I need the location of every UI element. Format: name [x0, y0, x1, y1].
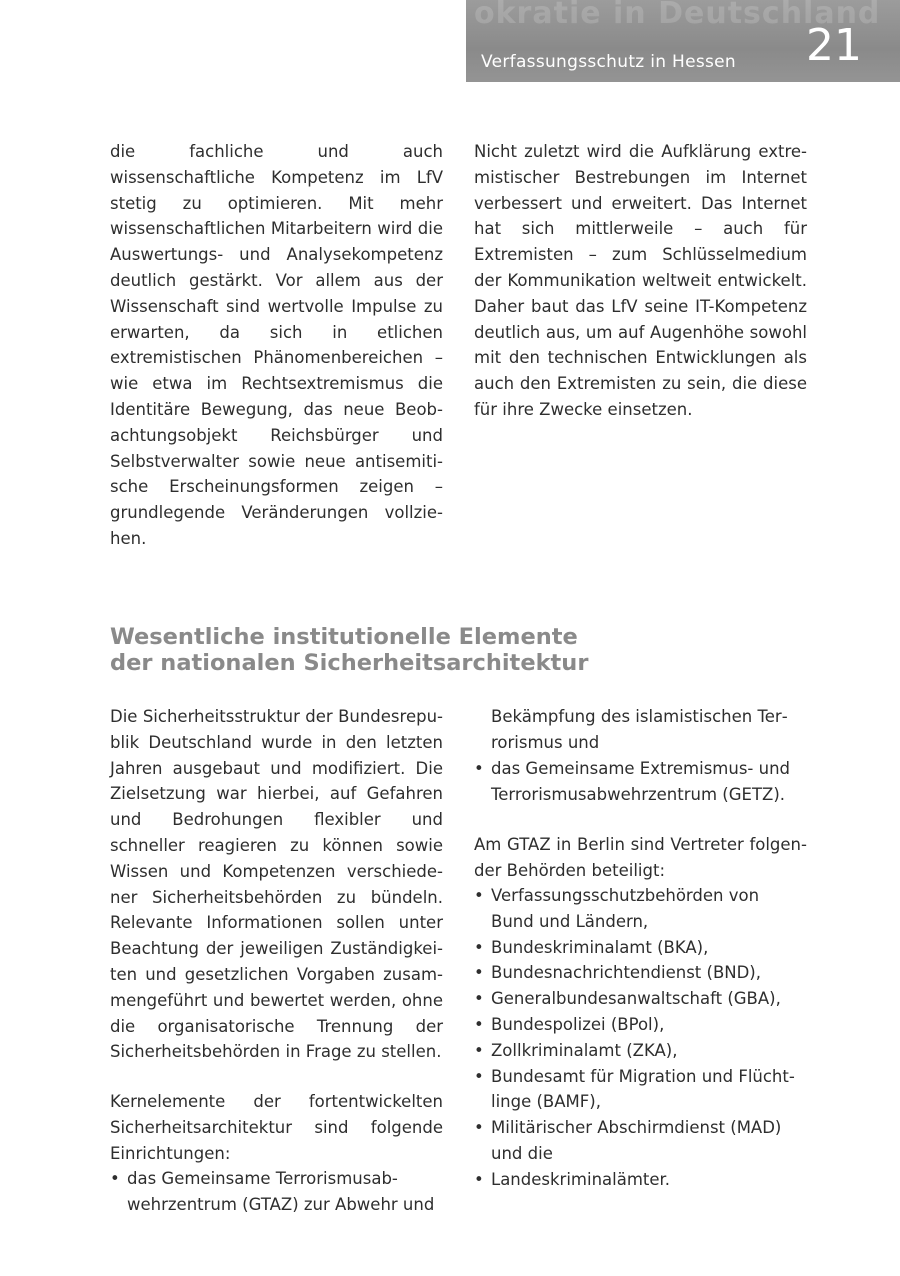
list-item: • Zollkriminalamt (ZKA), [474, 1038, 807, 1064]
institutions-list-right [474, 756, 807, 808]
list-item: • das Gemeinsame Extremismus- und Terrorismusabwehrzentrum (GETZ). [474, 756, 807, 808]
institutions-list-left [110, 1166, 443, 1218]
section-heading-line-1: Wesentliche institutionelle Elemente [110, 624, 578, 650]
list-item-continuation: Bekämpfung des islamistischen Terrorismus und [491, 707, 788, 752]
header-background-text: okratie in Deutschland [474, 0, 881, 31]
page-header [466, 0, 900, 82]
list-item: • Bundespolizei (BPol), [474, 1012, 807, 1038]
list-item: • Bundeskriminalamt (BKA), [474, 935, 807, 961]
list-item: • Bundesamt für Migration und Flüchtlinge (BAMF), [474, 1064, 807, 1116]
top-right-paragraph: Nicht zuletzt wird die Aufklärung extremistischer Bestrebungen im Internet verbessert und erweitert. Das Internet hat sich mittlerweile – auch für Extremisten – zum Schlüsselmedium der Kommunikation weltweit entwickelt. Daher baut das LfV seine IT-Kompetenz deutlich aus, um auf Augenhöhe sowohl mit den technischen Entwicklungen als auch den Extremisten zu sein, die diese für ihre Zwecke einsetzen. [474, 142, 807, 419]
header-title: Verfassungsschutz in Hessen [481, 52, 737, 72]
authorities-list [474, 883, 807, 1193]
section-right-paragraph: Am GTAZ in Berlin sind Vertreter folgender Behörden beteiligt: [474, 835, 807, 880]
top-left-paragraph: die fachliche und auch wissenschaftliche Kompetenz im LfV stetig zu optimieren. Mit mehr wissenschaftlichen Mitarbeitern wird die Auswertungs- und Analysekompetenz deutlich gestärkt. Vor allem aus der Wissenschaft sind wertvolle Impulse zu erwarten, da sich in etlichen extremistischen Phänomenbereichen – wie etwa im Rechtsextremismus die Identitäre Bewegung, das neue Beobachtungsobjekt Reichsbürger und Selbstverwalter sowie neue antisemitische Erscheinungsformen zeigen – grundlegende Veränderungen vollziehen. [110, 142, 443, 548]
section-heading [110, 624, 588, 676]
list-item: • Verfassungsschutzbehörden von Bund und Ländern, [474, 883, 807, 935]
list-item: • Landeskriminalämter. [474, 1167, 807, 1193]
list-item: • Generalbundesanwaltschaft (GBA), [474, 986, 807, 1012]
list-item: • das Gemeinsame Terrorismusabwehrzentrum (GTAZ) zur Abwehr und [110, 1166, 443, 1218]
section-left-paragraph-1: Die Sicherheitsstruktur der Bundesrepublik Deutschland wurde in den letzten Jahren ausgebaut und modifiziert. Die Zielsetzung war hierbei, auf Gefahren und Bedrohungen flexibler und schneller reagieren zu können sowie Wissen und Kompetenzen verschiedener Sicherheitsbehörden zu bündeln. Relevante Informationen sollen unter Beachtung der jeweiligen Zuständigkeiten und gesetzlichen Vorgaben zusammengeführt und bewertet werden, ohne die organisatorische Trennung der Sicherheitsbehörden in Frage zu stellen. [110, 707, 443, 1062]
section-left-paragraph-2: Kernelemente der fortentwickelten Sicherheitsarchitektur sind folgende Einrichtungen: [110, 1092, 443, 1163]
section-heading-line-2: der nationalen Sicherheitsarchitektur [110, 650, 589, 676]
list-item: • Militärischer Abschirmdienst (MAD) und die [474, 1115, 807, 1167]
page-number: 21 [806, 20, 862, 71]
list-item: • Bundesnachrichtendienst (BND), [474, 960, 807, 986]
